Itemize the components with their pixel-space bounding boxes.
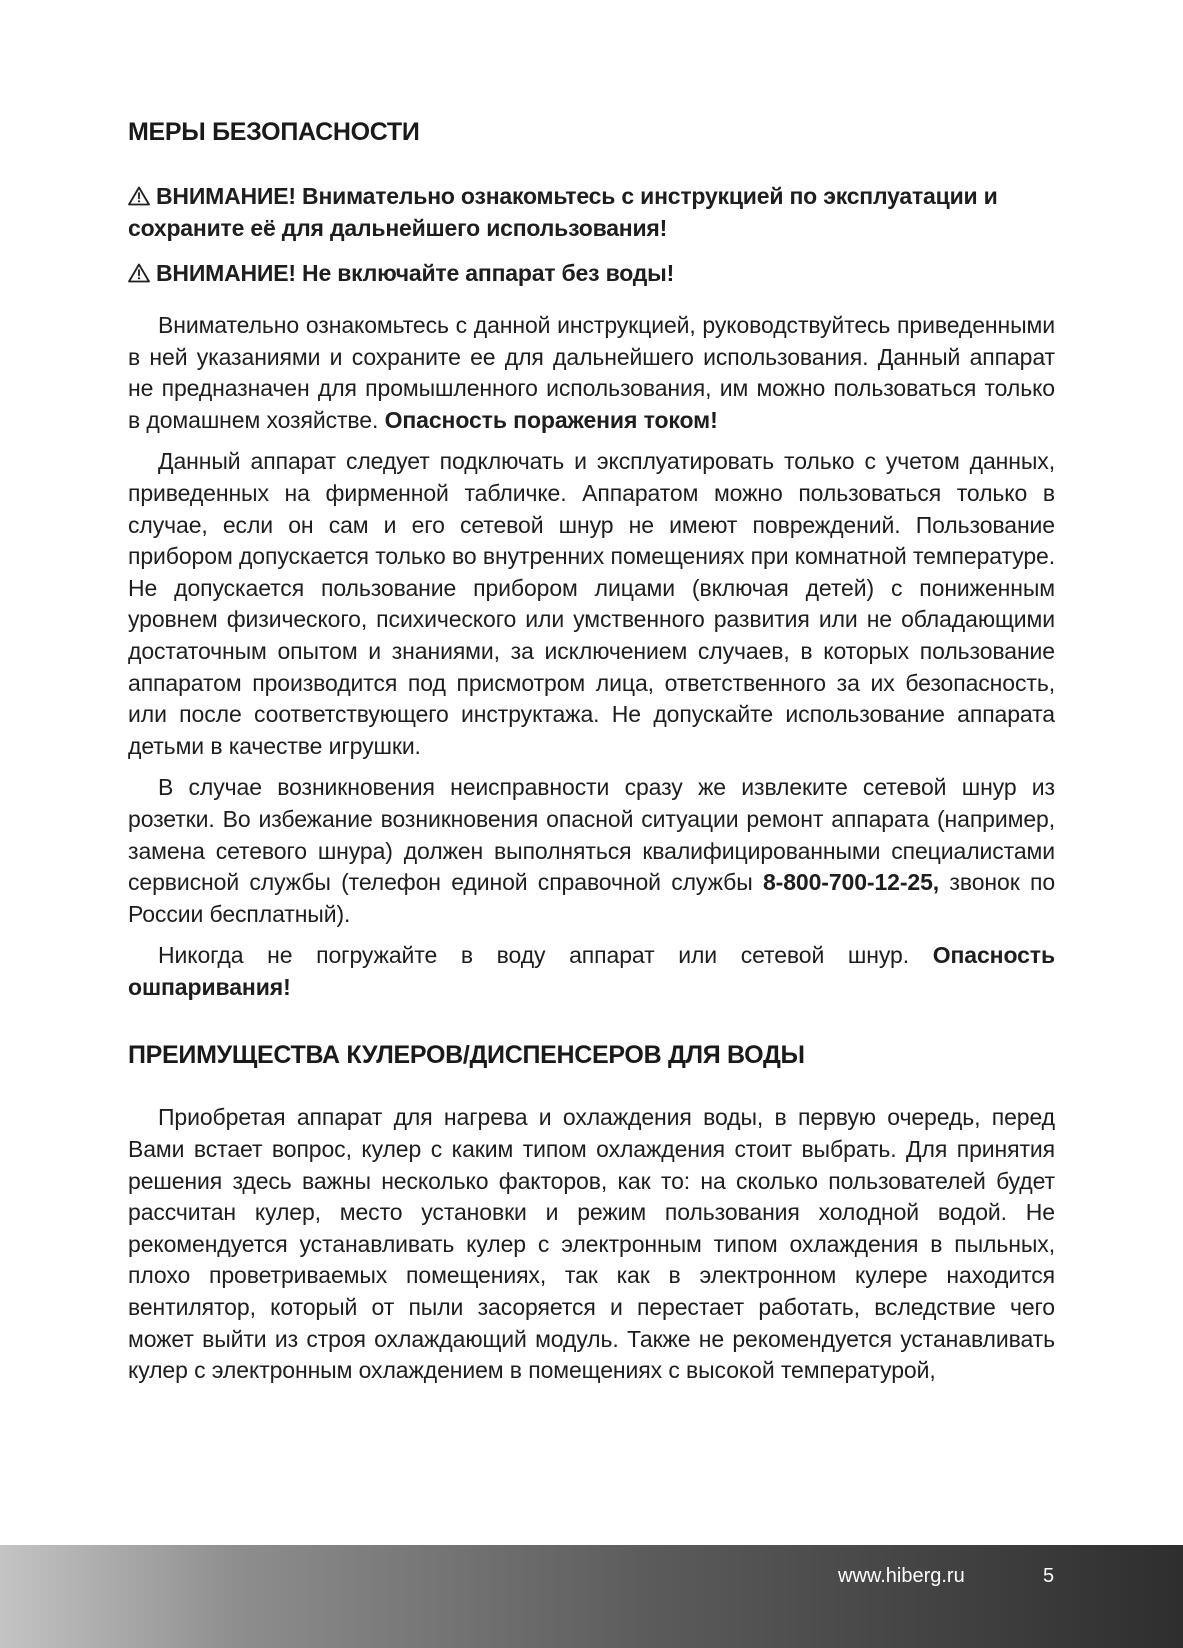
safety-paragraph-2: Данный аппарат следует подключать и эксплуатировать только с учетом данных, приведенных на фирменной табличке. Аппаратом можно пользоваться только в случае, если он сам и его сетевой шнур не имеют повреждений. Пользование прибором допускается только во внутренних помещениях при комнатной температуре. Не допускается пользование прибором лицами (включая детей) с пониженным уровнем физического, психического или умственного развития или не обладающими достаточным опытом и знаниями, за исключением случаев, в которых пользование аппаратом производится под присмотром лица, ответственного за их безопасность, или после соответствующего инструктажа. Не допускайте использование аппарата детьми в качестве игрушки. <box>128 448 1055 759</box>
safety-paragraph-3 <box>128 772 1055 930</box>
safety-paragraph-4 <box>128 940 1055 1003</box>
safety-paragraph-3-text: В случае возникновения неисправности сразу же извлеките сетевой шнур из розетки. Во избежание возникновения опасной ситуации ремонт аппарата (например, замена сетевого шнура) должен выполняться квалифицированными специалистами сервисной службы (телефон единой справочной службы <box>128 774 1055 896</box>
benefits-heading: ПРЕИМУЩЕСТВА КУЛЕРОВ/ДИСПЕНСЕРОВ ДЛЯ ВОДЫ <box>128 1041 805 1070</box>
page-footer <box>0 1545 1183 1648</box>
safety-paragraph-4-text: Никогда не погружайте в воду аппарат или сетевой шнур. <box>158 942 909 969</box>
warning-triangle-icon <box>128 186 150 206</box>
scald-warning: Опасность ошпаривания! <box>128 942 1056 1000</box>
safety-paragraph-1-text: Внимательно ознакомьтесь с данной инструкцией, руководствуйтесь приведенными в ней указаниями и сохраните ее для дальнейшего использования. Данный аппарат не предназначен для промышленного использования, им можно пользоваться только в домашнем хозяйстве. <box>128 312 1055 433</box>
warning-no-water <box>128 257 1055 289</box>
warning-instruction-text: ВНИМАНИЕ! Внимательно ознакомьтесь с инструкцией по эксплуатации и сохраните её для дальнейшего использования! <box>128 183 998 241</box>
warning-no-water-text: ВНИМАНИЕ! Не включайте аппарат без воды! <box>156 260 675 286</box>
benefits-paragraph-1: Приобретая аппарат для нагрева и охлаждения воды, в первую очередь, перед Вами встает вопрос, кулер с каким типом охлаждения стоит выбрать. Для принятия решения здесь важны несколько факторов, как то: на сколько пользователей будет рассчитан кулер, место установки и режим пользования холодной водой. Не рекомендуется устанавливать кулер с электронным типом охлаждения в пыльных, плохо проветриваемых помещениях, так как в электронном кулере находится вентилятор, который от пыли засоряется и перестает работать, вследствие чего может выйти из строя охлаждающий модуль. Также не рекомендуется устанавливать кулер с электронным охлаждением в помещениях с высокой температурой, <box>128 1104 1055 1384</box>
footer-website: www.hiberg.ru <box>838 1565 965 1587</box>
safety-paragraph-1 <box>128 310 1055 436</box>
warning-instruction <box>128 180 1055 244</box>
hotline-phone: 8-800-700-12-25, <box>762 869 940 896</box>
electric-shock-warning: Опасность поражения током! <box>384 406 718 433</box>
safety-heading: МЕРЫ БЕЗОПАСНОСТИ <box>128 118 420 146</box>
warning-triangle-icon <box>128 263 150 283</box>
safety-paragraph-3-tail: звонок по России бесплатный). <box>128 869 1056 927</box>
page-content <box>128 118 1055 1397</box>
page-number: 5 <box>1043 1565 1055 1587</box>
